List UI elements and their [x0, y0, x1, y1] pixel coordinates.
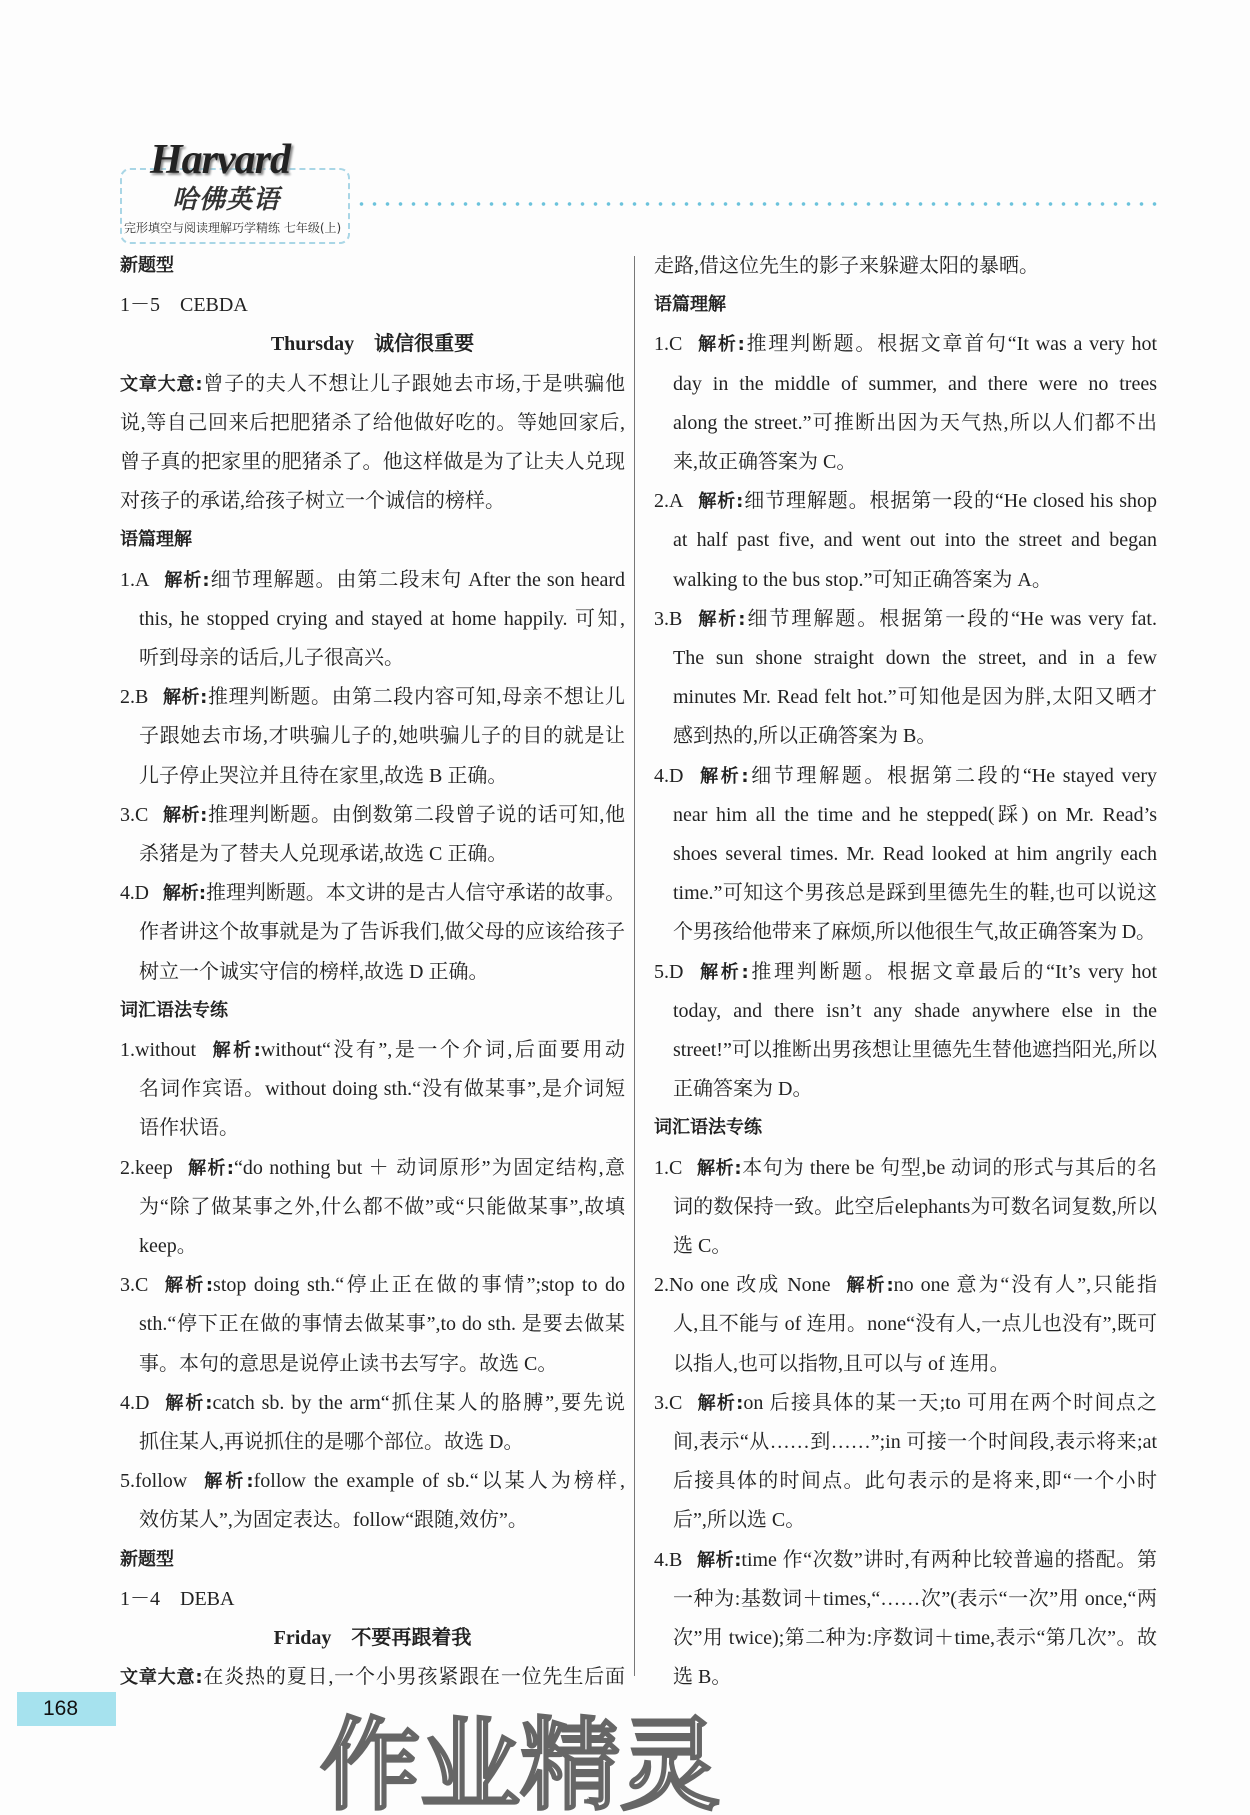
label: 解析: — [210, 1040, 261, 1061]
text-line — [120, 290, 625, 320]
text-line — [654, 1153, 1157, 1183]
page-number: 168 — [17, 1692, 116, 1726]
line-text: time.”可知这个男孩总是踩到里德先生的鞋,也可以说这 — [673, 882, 1157, 905]
answer-number: 2.No one 改成 None — [654, 1274, 831, 1297]
text-line — [120, 1662, 625, 1692]
text-line — [120, 1466, 625, 1496]
line-text: on 后接具体的某一天;to 可用在两个时间点之 — [743, 1391, 1157, 1414]
text-line — [654, 486, 1157, 516]
line-text: today, and there isn’t any shade anywhere else in the — [673, 999, 1157, 1022]
text-line — [673, 525, 1157, 555]
line-text: 说,等自己回来后把肥猪杀了给他做好吃的。等她回家后, — [120, 411, 625, 434]
line-text: 间,表示“从……到……”;in 可接一个时间段,表示将来;at — [673, 1431, 1157, 1453]
line-text: “do nothing but ＋ 动词原形”为固定结构,意 — [234, 1156, 625, 1179]
line-text: 感到热的,所以正确答案为 B。 — [673, 725, 937, 748]
text-line — [139, 604, 625, 634]
answer-number: 1.A — [120, 568, 150, 591]
text-line — [654, 1545, 1157, 1575]
line-text: 个男孩给他带来了麻烦,所以他很生气,故正确答案为 D。 — [673, 921, 1156, 944]
line-text: 杀猪是为了替夫人兑现承诺,故选 C 正确。 — [139, 843, 508, 865]
line-text: 1－4 DEBA — [120, 1587, 235, 1610]
text-line — [139, 761, 625, 791]
line-text: 词汇语法专练 — [654, 1117, 762, 1139]
text-line — [673, 1466, 1157, 1496]
text-line — [673, 1035, 1157, 1065]
line-text: keep。 — [139, 1235, 197, 1257]
section-heading — [120, 525, 625, 555]
line-text: 细节理解题。由第二段末句 After the son heard — [209, 568, 626, 591]
section-heading — [120, 1545, 625, 1575]
text-line — [139, 1505, 625, 1535]
line-text: 在炎热的夏日,一个小男孩紧跟在一位先生后面 — [202, 1666, 626, 1689]
line-text: day in the middle of summer, and there were no trees — [673, 372, 1157, 395]
answer-number: 2.A — [654, 490, 684, 513]
line-text: The sun shone straight down the street, and in a few — [673, 647, 1157, 669]
text-line — [673, 1505, 1157, 1535]
text-line — [673, 447, 1157, 477]
label: 解析: — [697, 961, 749, 983]
line-text: 正确答案为 D。 — [673, 1078, 813, 1101]
line-text: 为“除了做某事之外,什么都不做”或“只能做某事”,故填 — [139, 1195, 625, 1218]
text-line — [139, 1074, 625, 1104]
line-text: 推理判断题。根据文章首句“It was a very hot — [744, 333, 1158, 356]
line-text: 新题型 — [120, 1548, 174, 1570]
text-line — [120, 878, 625, 908]
header-dotted-rule — [355, 201, 1157, 207]
text-line — [120, 408, 625, 438]
label: 解析: — [696, 1392, 744, 1414]
text-line — [139, 1231, 625, 1261]
line-text: 推理判断题。本文讲的是古人信守承诺的故事。 — [205, 882, 626, 905]
label: 解析: — [163, 1392, 213, 1414]
book-subtitle: 完形填空与阅读理解巧学精练 七年级(上) — [124, 221, 342, 235]
label: 解析: — [162, 883, 206, 905]
answer-number: 4.B — [654, 1548, 683, 1571]
answer-number: 1.C — [654, 333, 683, 356]
text-line — [654, 604, 1157, 634]
line-text: 细节理解题。根据第二段的“He stayed very — [748, 764, 1158, 787]
line-text: 后接具体的时间点。此句表示的是将来,即“一个小时 — [673, 1470, 1157, 1493]
text-line — [673, 1309, 1157, 1339]
line-text: 语篇理解 — [120, 529, 192, 551]
text-line — [139, 1309, 625, 1339]
line-text: 本句为 there be 句型,be 动词的形式与其后的名 — [741, 1156, 1157, 1179]
text-line — [673, 408, 1157, 438]
line-text: sth.“停下正在做的事情去做某事”,to do sth. 是要去做某 — [139, 1313, 625, 1336]
label: 解析: — [162, 1275, 214, 1297]
line-text: 语篇理解 — [654, 294, 726, 316]
text-line — [673, 369, 1157, 399]
label: 解析: — [844, 1275, 894, 1297]
answer-number: 1.without — [120, 1039, 197, 1061]
text-line — [120, 447, 625, 477]
line-text: 子跟她去市场,才哄骗儿子的,她哄骗儿子的目的就是让 — [139, 725, 625, 748]
line-text: 听到母亲的话后,儿子很高兴。 — [139, 647, 404, 669]
label: 解析: — [201, 1471, 254, 1493]
line-text: 1－5 CEBDA — [120, 294, 248, 317]
line-text: 作者讲这个故事就是为了告诉我们,做父母的应该给孩子 — [139, 921, 625, 944]
line-text: time 作“次数”讲时,有两种比较普遍的搭配。第 — [741, 1548, 1157, 1571]
line-text: along the street.”可推断出因为天气热,所以人们都不出 — [673, 411, 1157, 434]
line-text: walking to the bus stop.”可知正确答案为 A。 — [673, 568, 1052, 591]
text-line — [673, 1074, 1157, 1104]
text-line — [673, 1427, 1157, 1457]
text-line — [120, 369, 625, 399]
text-line — [673, 682, 1157, 712]
answer-number: 2.keep — [120, 1156, 173, 1179]
line-text: Friday 不要再跟着我 — [273, 1627, 472, 1649]
line-text: 选 B。 — [673, 1666, 732, 1689]
label: 解析: — [163, 569, 210, 591]
label: 解析: — [697, 491, 744, 513]
line-text: this, he stopped crying and stayed at home happily. 可知, — [139, 607, 625, 630]
label: 解析: — [162, 804, 208, 826]
line-text: 对孩子的承诺,给孩子树立一个诚信的榜样。 — [120, 490, 505, 513]
text-line — [139, 643, 625, 673]
line-text: 事。本句的意思是说停止读书去写字。故选 C。 — [139, 1352, 558, 1375]
line-text: Thursday 诚信很重要 — [270, 333, 475, 356]
text-line — [673, 878, 1157, 908]
line-text: at half past five, and went out into the street and began — [673, 529, 1157, 552]
label: 解析: — [697, 765, 749, 787]
text-line — [139, 721, 625, 751]
text-line — [120, 565, 625, 595]
text-line — [120, 1270, 625, 1300]
answer-number: 1.C — [654, 1156, 683, 1179]
line-text: stop doing sth.“停止正在做的事情”;stop to do — [213, 1274, 625, 1297]
label: 解析: — [696, 1157, 742, 1179]
answer-number: 2.B — [120, 686, 149, 709]
line-text: 推理判断题。由倒数第二段曾子说的话可知,他 — [207, 803, 626, 826]
line-text: 人,且不能与 of 连用。none“没有人,一点儿也没有”,既可 — [673, 1313, 1157, 1336]
line-text: catch sb. by the arm“抓住某人的胳膊”,要先说 — [212, 1391, 625, 1414]
text-line — [654, 251, 1157, 281]
text-line — [120, 486, 625, 516]
line-text: minutes Mr. Read felt hot.”可知他是因为胖,太阳又晒才 — [673, 686, 1157, 709]
text-line — [120, 682, 625, 712]
label: 解析: — [186, 1157, 235, 1179]
line-text: 效仿某人”,为固定表达。follow“跟随,效仿”。 — [139, 1509, 528, 1532]
text-line — [673, 565, 1157, 595]
text-line — [120, 1153, 625, 1183]
label: 文章大意: — [120, 1667, 203, 1689]
section-heading — [120, 251, 625, 281]
answer-number: 3.C — [120, 1274, 149, 1297]
logo-harvard: Harvard — [150, 137, 290, 183]
text-line — [673, 839, 1157, 869]
line-text: 儿子停止哭泣并且待在家里,故选 B 正确。 — [139, 764, 508, 787]
line-text: 树立一个诚实守信的榜样,故选 D 正确。 — [139, 960, 489, 983]
text-line — [654, 957, 1157, 987]
line-text: 推理判断题。由第二段内容可知,母亲不想让儿 — [207, 686, 626, 709]
text-line — [673, 1662, 1157, 1692]
line-text: 以指人,也可以指物,且可以与 of 连用。 — [673, 1352, 1010, 1375]
text-line — [120, 1388, 625, 1418]
text-line — [673, 1231, 1157, 1261]
section-heading — [654, 290, 1157, 320]
watermark-bottom — [300, 1702, 860, 1814]
line-text: 词的数保持一致。此空后elephants为可数名词复数,所以 — [673, 1195, 1157, 1218]
text-line — [139, 1113, 625, 1143]
line-text: shoes several times. Mr. Read looked at him angrily each — [673, 843, 1157, 865]
story-title — [120, 329, 625, 359]
text-line — [139, 1192, 625, 1222]
text-line — [673, 1584, 1157, 1614]
answer-number: 4.D — [120, 1391, 150, 1414]
label: 解析: — [696, 334, 745, 356]
text-line — [673, 1349, 1157, 1379]
text-line — [139, 917, 625, 947]
answer-number: 4.D — [654, 764, 684, 787]
text-line — [120, 1035, 625, 1065]
line-text: 走路,借这位先生的影子来躲避太阳的暴晒。 — [654, 255, 1039, 277]
text-line — [654, 761, 1157, 791]
text-line — [139, 957, 625, 987]
label: 解析: — [696, 1549, 742, 1571]
label: 解析: — [162, 687, 208, 709]
line-text: follow the example of sb.“以某人为榜样, — [253, 1470, 625, 1493]
line-text: 来,故正确答案为 C。 — [673, 451, 857, 473]
text-line — [654, 1388, 1157, 1418]
line-text: street!”可以推断出男孩想让里德先生替他遮挡阳光,所以 — [673, 1039, 1157, 1061]
answer-number: 5.follow — [120, 1470, 188, 1493]
section-heading — [120, 996, 625, 1026]
section-heading — [654, 1113, 1157, 1143]
line-text: 选 C。 — [673, 1235, 732, 1257]
label: 文章大意: — [120, 373, 203, 395]
column-divider — [634, 256, 635, 1676]
line-text: 曾子的夫人不想让儿子跟她去市场,于是哄骗他 — [202, 372, 626, 395]
label: 解析: — [696, 608, 746, 630]
text-line — [120, 1584, 625, 1614]
text-line — [673, 643, 1157, 673]
line-text: 语作状语。 — [139, 1117, 239, 1140]
text-line — [120, 800, 625, 830]
text-line — [673, 996, 1157, 1026]
text-line — [673, 721, 1157, 751]
text-line — [139, 839, 625, 869]
line-text: near him all the time and he stepped(踩) on Mr. Read’s — [673, 803, 1157, 826]
line-text: 细节理解题。根据第一段的“He was very fat. — [745, 607, 1157, 630]
line-text: 次”用 twice);第二种为:序数词＋time,表示“第几次”。故 — [673, 1627, 1157, 1649]
line-text: without“没有”,是一个介词,后面要用动 — [260, 1039, 626, 1061]
text-line — [139, 1427, 625, 1457]
line-text: no one 意为“没有人”,只能指 — [893, 1274, 1157, 1297]
text-line — [654, 329, 1157, 359]
line-text: 名词作宾语。without doing sth.“没有做某事”,是介词短 — [139, 1078, 625, 1101]
answer-number: 5.D — [654, 960, 684, 983]
logo-chinese-title: 哈佛英语 — [172, 185, 281, 215]
line-text: 曾子真的把家里的肥猪杀了。他这样做是为了让夫人兑现 — [120, 451, 625, 473]
text-line — [139, 1349, 625, 1379]
answer-number: 3.B — [654, 607, 683, 630]
answer-number: 3.C — [654, 1391, 683, 1414]
text-line — [673, 1192, 1157, 1222]
line-text: 推理判断题。根据文章最后的“It’s very hot — [748, 960, 1158, 983]
answer-number: 4.D — [120, 882, 149, 905]
story-title — [120, 1623, 625, 1653]
line-text: 新题型 — [120, 255, 174, 276]
line-text: 细节理解题。根据第一段的“He closed his shop — [743, 490, 1157, 513]
line-text: 后”,所以选 C。 — [673, 1509, 806, 1532]
text-line — [654, 1270, 1157, 1300]
answer-number: 3.C — [120, 803, 149, 826]
line-text: 抓住某人,再说抓住的是哪个部位。故选 D。 — [139, 1431, 524, 1453]
text-line — [673, 1623, 1157, 1653]
text-line — [673, 917, 1157, 947]
line-text: 词汇语法专练 — [120, 999, 228, 1021]
text-line — [673, 800, 1157, 830]
line-text: 一种为:基数词＋times,“……次”(表示“一次”用 once,“两 — [673, 1587, 1157, 1610]
watermark-text: 作业精灵 — [320, 1707, 720, 1814]
